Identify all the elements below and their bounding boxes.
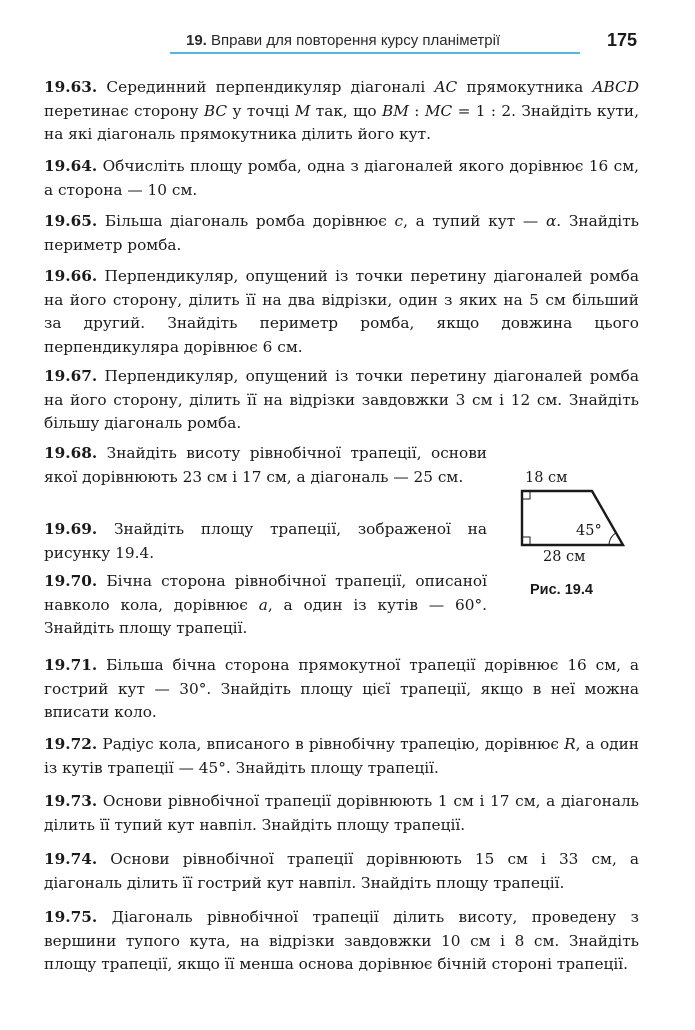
- problem-text: у точці: [227, 101, 295, 120]
- problem-text: Серединний перпендикуляр діагоналі: [97, 78, 435, 96]
- problem-text: Радіус кола, вписаного в рівнобічну трапецію, дорівнює: [97, 735, 565, 753]
- problem-text: , а один із кутів — 60°. Знайдіть площу трапеції.: [44, 595, 488, 637]
- problem-number: 19.66.: [44, 267, 98, 285]
- figure-angle-label: 45°: [576, 523, 602, 539]
- problem-text: Основи рівнобічної трапеції дорівнюють 1 см і 17 см, а діагональ ділить її тупий кут навпіл. Знайдіть площу трапеції.: [44, 792, 639, 834]
- problem-number: 19.68.: [44, 444, 98, 462]
- problem-19-72: [44, 733, 639, 780]
- problem-text: Обчисліть площу ромба, одна з діагоналей якого дорівнює 16 см, а сторона — 10 см.: [44, 157, 639, 199]
- problem-number: 19.72.: [44, 735, 98, 753]
- right-angle-mark-bottom: [522, 537, 530, 545]
- math-variable: BC: [203, 101, 228, 120]
- problem-number: 19.73.: [44, 792, 98, 810]
- problem-text: Більша діагональ ромба дорівнює: [97, 212, 395, 230]
- chapter-title-text: Вправи для повторення курсу планіметрії: [206, 32, 501, 49]
- problem-text: = 1 : 2. Знайдіть кути, на які діагональ прямокутника ділить його кут.: [44, 101, 639, 143]
- problem-text: :: [408, 101, 425, 120]
- math-variable: BM: [381, 101, 409, 120]
- problem-number: 19.71.: [44, 656, 98, 674]
- math-variable: AC: [434, 78, 458, 96]
- math-variable: M: [294, 101, 311, 120]
- problem-text: прямокутника: [457, 78, 593, 96]
- problem-19-75: [44, 906, 639, 977]
- chapter-number: 19.: [186, 32, 207, 49]
- problem-text: Бічна сторона рівнобічної трапеції, описаної навколо кола, дорівнює: [44, 572, 487, 614]
- math-variable: ABCD: [592, 78, 639, 96]
- math-variable: R: [564, 735, 576, 753]
- problem-number: 19.67.: [44, 367, 98, 385]
- problem-19-64: [44, 155, 639, 202]
- problem-text: перетинає сторону: [44, 101, 204, 120]
- problem-19-69: [44, 518, 487, 565]
- problem-text: Знайдіть площу трапеції, зображеної на рисунку 19.4.: [44, 520, 487, 562]
- chapter-title: [186, 32, 500, 49]
- angle-arc: [609, 533, 616, 545]
- problem-text: так, що: [310, 101, 382, 120]
- math-variable: MC: [424, 101, 453, 120]
- figure-bottom-base-label: 28 см: [543, 549, 586, 565]
- problem-19-65: [44, 210, 639, 257]
- problem-number: 19.63.: [44, 78, 98, 96]
- math-variable: a: [258, 595, 268, 614]
- figure-top-base-label: 18 см: [525, 470, 568, 486]
- problem-text: Основи рівнобічної трапеції дорівнюють 15 см і 33 см, а діагональ ділить її гострий кут навпіл. Знайдіть площу трапеції.: [44, 850, 639, 892]
- problem-19-70: [44, 570, 487, 641]
- math-variable: α: [545, 212, 557, 230]
- problem-number: 19.64.: [44, 157, 98, 175]
- problem-number: 19.70.: [44, 572, 98, 590]
- page-header: [0, 0, 695, 58]
- header-rule: [170, 52, 580, 54]
- problem-19-73: [44, 790, 639, 837]
- figure-19-4: [508, 466, 638, 606]
- problem-19-74: [44, 848, 639, 895]
- problem-text: . Знайдіть периметр ромба.: [44, 212, 639, 254]
- problem-19-66: [44, 265, 639, 359]
- problem-text: , а один із кутів трапеції — 45°. Знайдіть площу трапеції.: [44, 735, 639, 777]
- problem-19-71: [44, 654, 639, 725]
- problem-19-67: [44, 365, 639, 436]
- problem-text: Знайдіть висоту рівнобічної трапеції, основи якої дорівнюють 23 см і 17 см, а діагональ — 25 см.: [44, 444, 487, 486]
- problem-text: Більша бічна сторона прямокутної трапеції дорівнює 16 см, а гострий кут — 30°. Знайдіть площу цієї трапеції, якщо в неї можна вписати коло.: [44, 656, 639, 721]
- problem-text: Перпендикуляр, опущений із точки перетину діагоналей ромба на його сторону, ділить її на відрізки завдовжки 3 см і 12 см. Знайдіть більшу діагональ ромба.: [44, 367, 639, 432]
- math-variable: c: [394, 212, 404, 230]
- right-angle-mark-top: [522, 491, 530, 499]
- problem-text: , а тупий кут —: [403, 212, 546, 230]
- figure-caption: Рис. 19.4: [530, 582, 593, 598]
- trapezoid-shape: [522, 491, 623, 545]
- problem-19-68: [44, 442, 487, 489]
- problem-text: Перпендикуляр, опущений із точки перетину діагоналей ромба на його сторону, ділить її на два відрізки, один з яких на 5 см більший за другий. Знайдіть периметр ромба, якщо довжина цього перпендикуляра дорівнює 6 см.: [44, 267, 639, 356]
- page-number: 175: [606, 30, 637, 50]
- problem-number: 19.74.: [44, 850, 98, 868]
- problem-number: 19.65.: [44, 212, 98, 230]
- problem-number: 19.69.: [44, 520, 98, 538]
- problem-number: 19.75.: [44, 908, 98, 926]
- problem-19-63: [44, 76, 639, 147]
- problem-text: Діагональ рівнобічної трапеції ділить висоту, проведену з вершини тупого кута, на відрізки завдовжки 10 см і 8 см. Знайдіть площу трапеції, якщо її менша основа дорівнює бічній стороні трапеції.: [44, 908, 639, 973]
